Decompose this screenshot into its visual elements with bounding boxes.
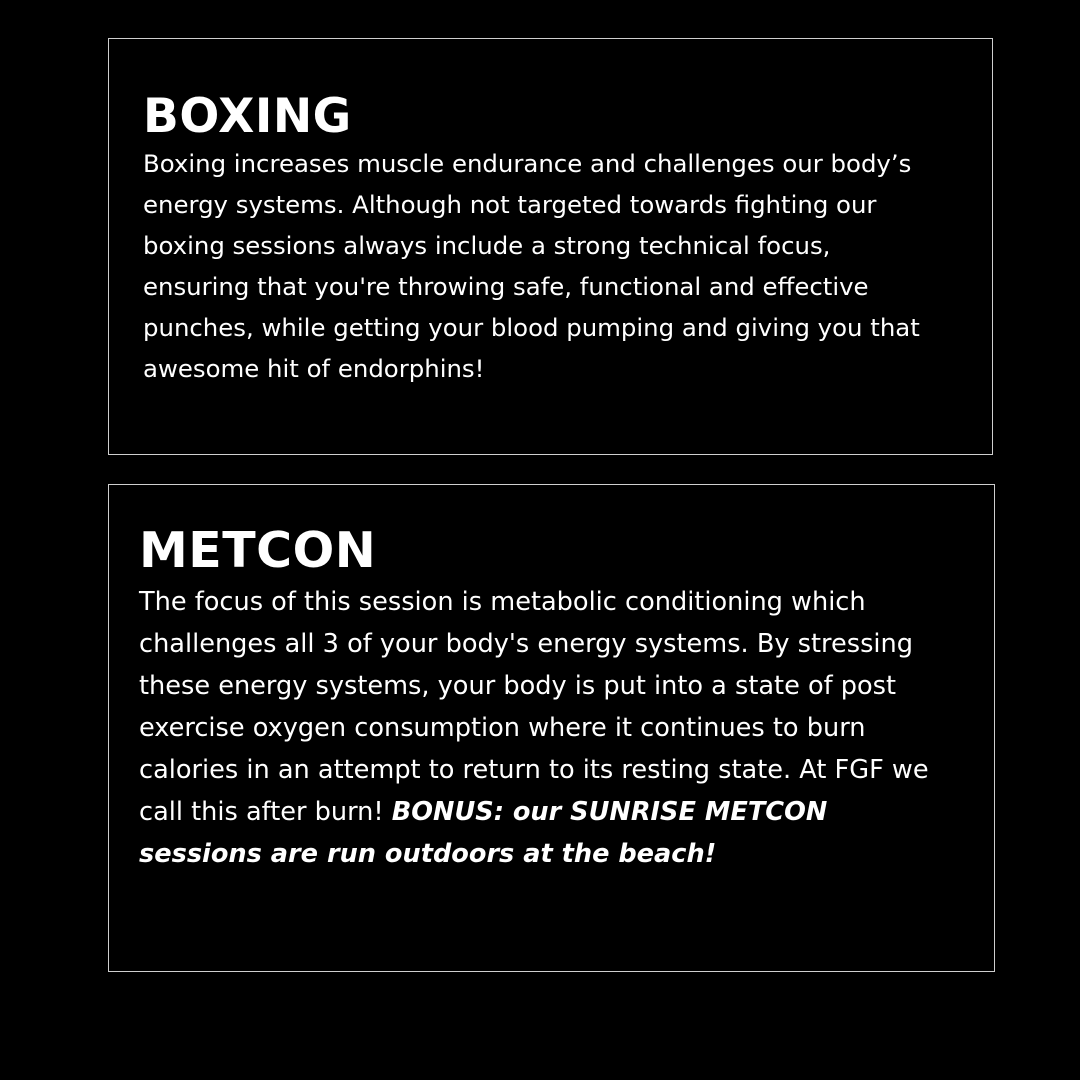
metcon-description-text: The focus of this session is metabolic conditioning which challenges all 3 of your body's energy systems. By stressing these energy systems, your body is put into a state of post exercise oxygen consumption where it continues to burn calories in an attempt to return to its resting state. At FGF we call this after burn! — [139, 587, 929, 827]
metcon-card — [108, 484, 995, 972]
metcon-title: METCON — [139, 522, 377, 579]
metcon-description — [139, 581, 939, 875]
boxing-title: BOXING — [143, 89, 352, 144]
boxing-card — [108, 38, 993, 455]
metcon-bonus-note: BONUS: our SUNRISE METCON sessions are run outdoors at the beach! — [139, 797, 828, 869]
boxing-description: Boxing increases muscle endurance and challenges our body’s energy systems. Although not targeted towards fighting our boxing sessions always include a strong technical focus, ensuring that you're throwing safe, functional and effective punches, while getting your blood pumping and giving you that awesome hit of endorphins! — [143, 149, 920, 383]
